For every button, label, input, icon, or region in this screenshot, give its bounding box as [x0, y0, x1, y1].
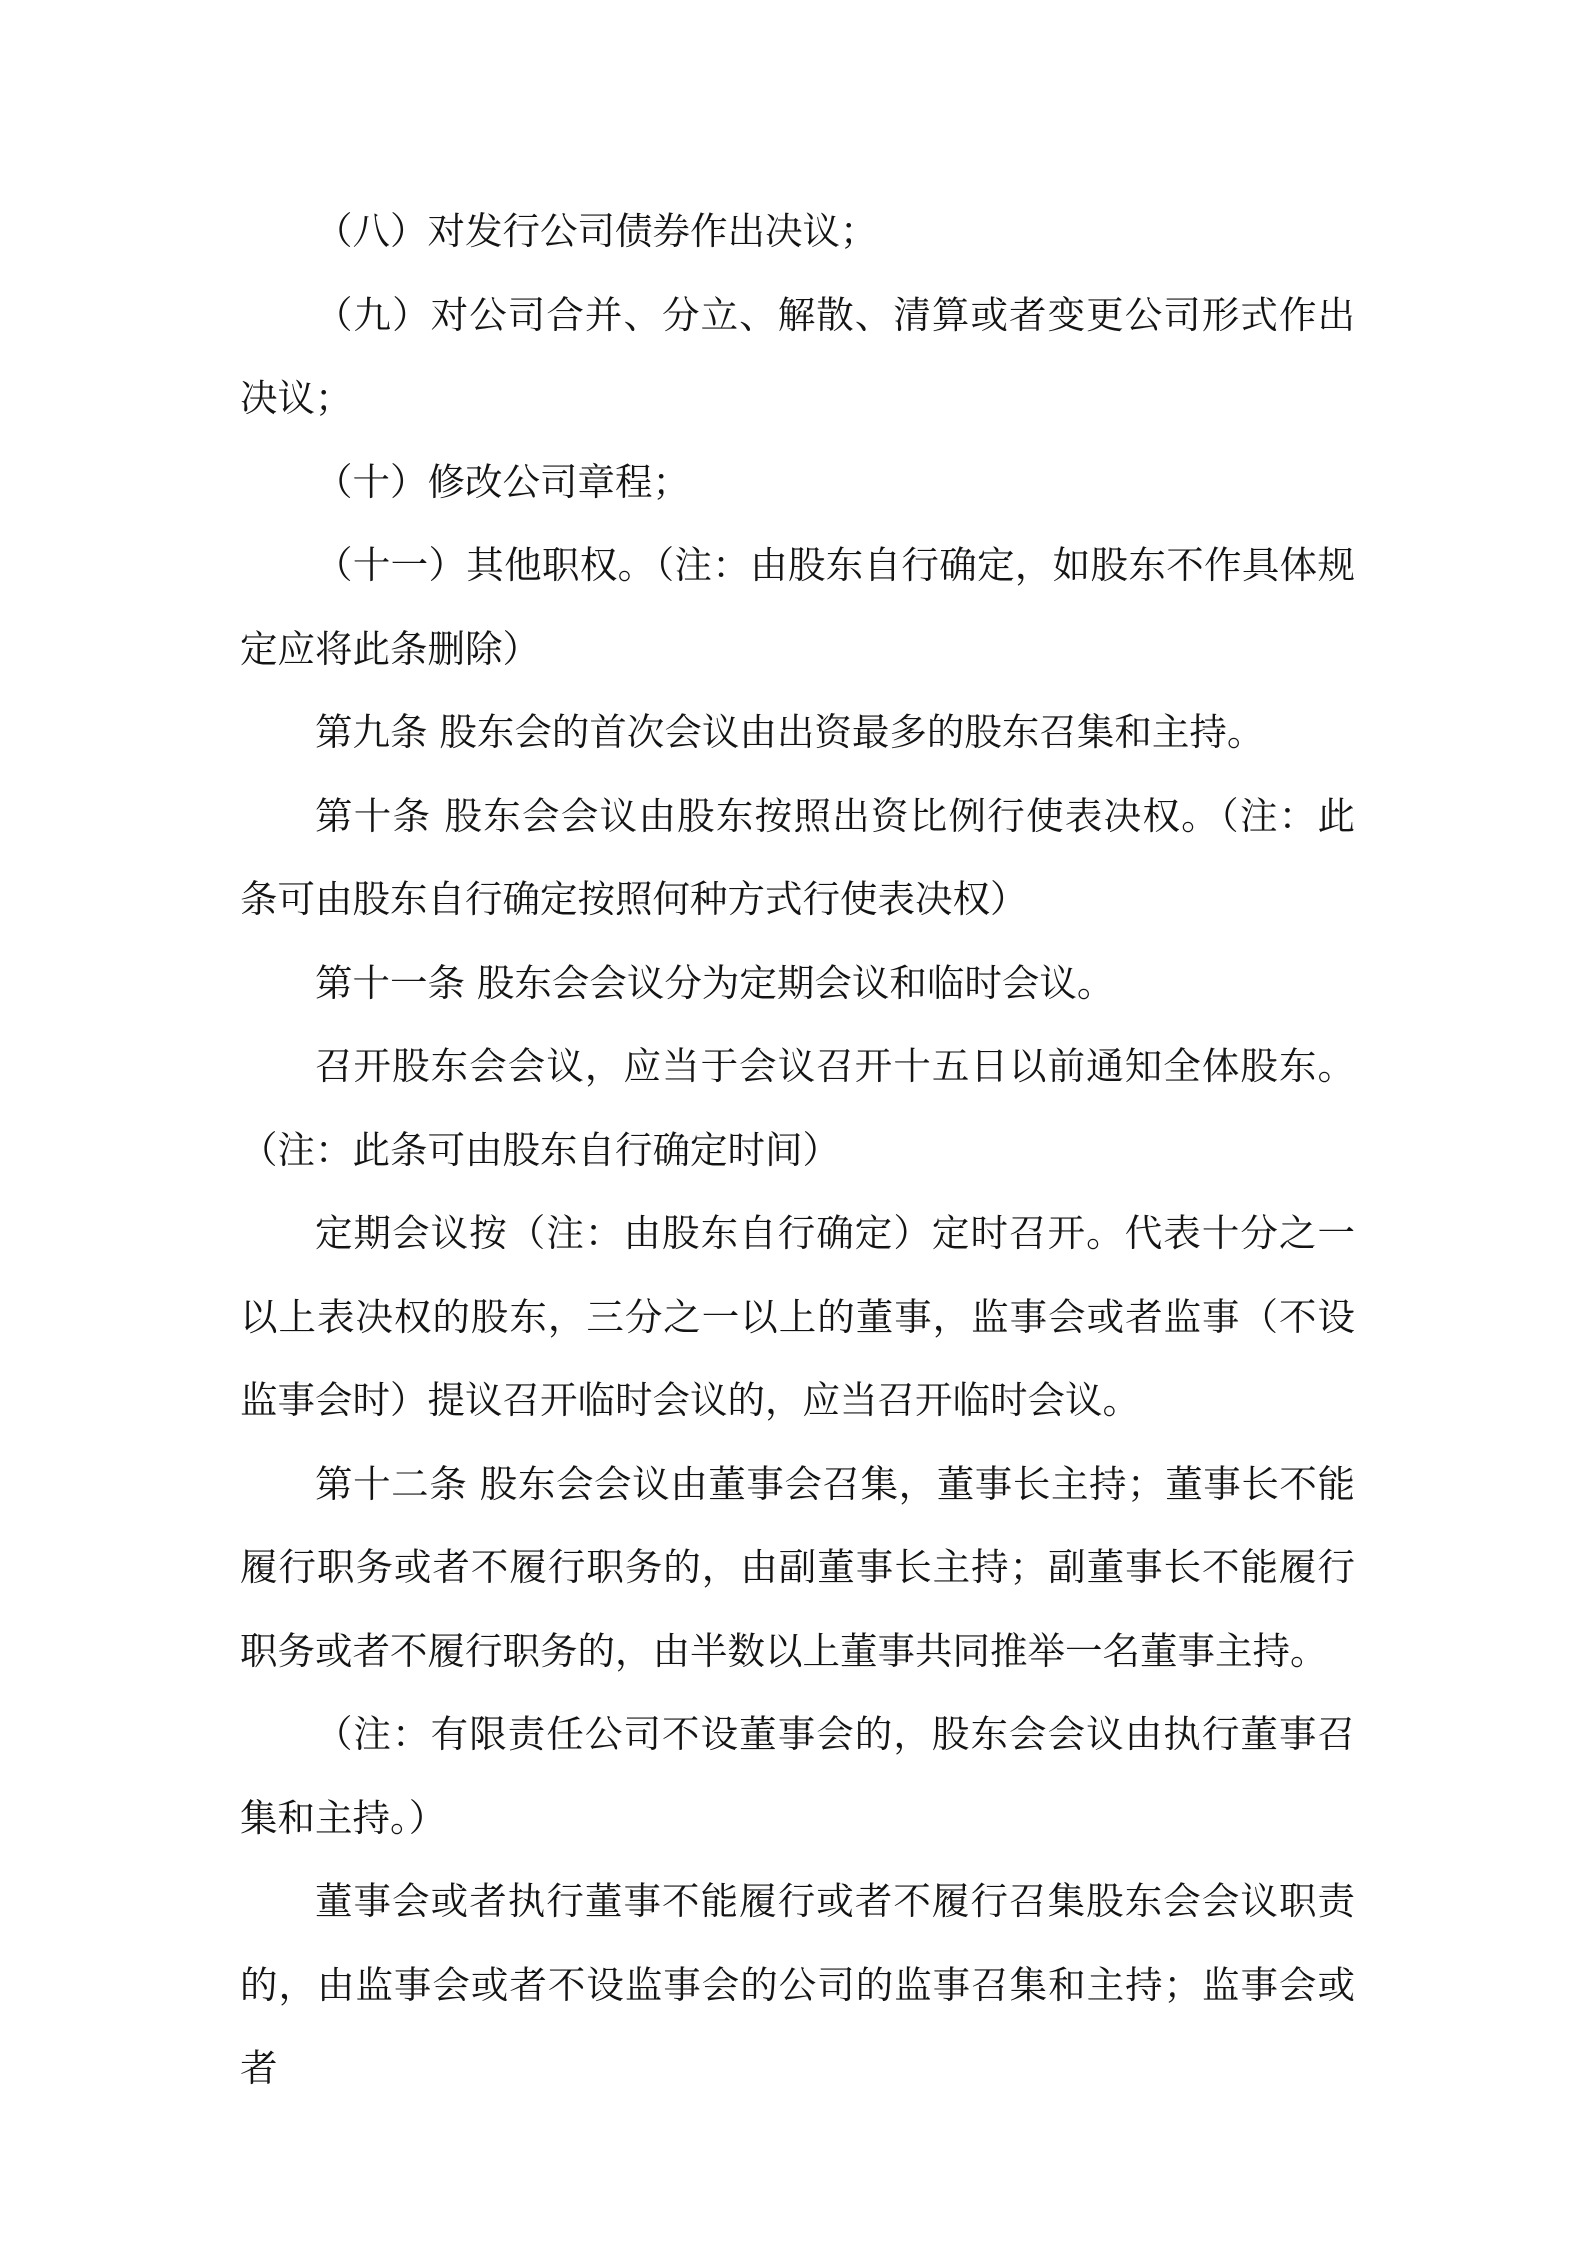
paragraph-regular-meetings: 定期会议按（注：由股东自行确定）定时召开。代表十分之一以上表决权的股东，三分之一以上的董事，监事会或者监事（不设监事会时）提议召开临时会议的，应当召开临时会议。 [240, 1211, 1355, 1422]
paragraph-article-10: 第十条 股东会会议由股东按照出资比例行使表决权。（注：此条可由股东自行确定按照何种方式行使表决权） [240, 793, 1355, 921]
paragraph-board-failure: 董事会或者执行董事不能履行或者不履行召集股东会会议职责的，由监事会或者不设监事会的公司的监事召集和主持；监事会或者 [240, 1879, 1355, 2090]
paragraph-meeting-notice: 召开股东会会议，应当于会议召开十五日以前通知全体股东。（注：此条可由股东自行确定时间） [240, 1044, 1355, 1172]
paragraph-article-12: 第十二条 股东会会议由董事会召集，董事长主持；董事长不能履行职务或者不履行职务的，由副董事长主持；副董事长不能履行职务或者不履行职务的，由半数以上董事共同推举一名董事主持。 [240, 1461, 1355, 1673]
paragraph-item-10: （十）修改公司章程； [315, 459, 690, 504]
paragraph-article-11: 第十一条 股东会会议分为定期会议和临时会议。 [315, 960, 1115, 1005]
paragraph-item-11: （十一）其他职权。（注：由股东自行确定，如股东不作具体规定应将此条删除） [240, 543, 1355, 671]
document-body [240, 190, 1355, 2111]
paragraph-item-9: （九）对公司合并、分立、解散、清算或者变更公司形式作出决议； [240, 292, 1355, 420]
paragraph-article-9: 第九条 股东会的首次会议由出资最多的股东召集和主持。 [315, 710, 1265, 754]
paragraph-item-8: （八）对发行公司债券作出决议； [315, 209, 878, 253]
paragraph-note-executive-director: （注：有限责任公司不设董事会的，股东会会议由执行董事召集和主持。） [240, 1712, 1355, 1840]
